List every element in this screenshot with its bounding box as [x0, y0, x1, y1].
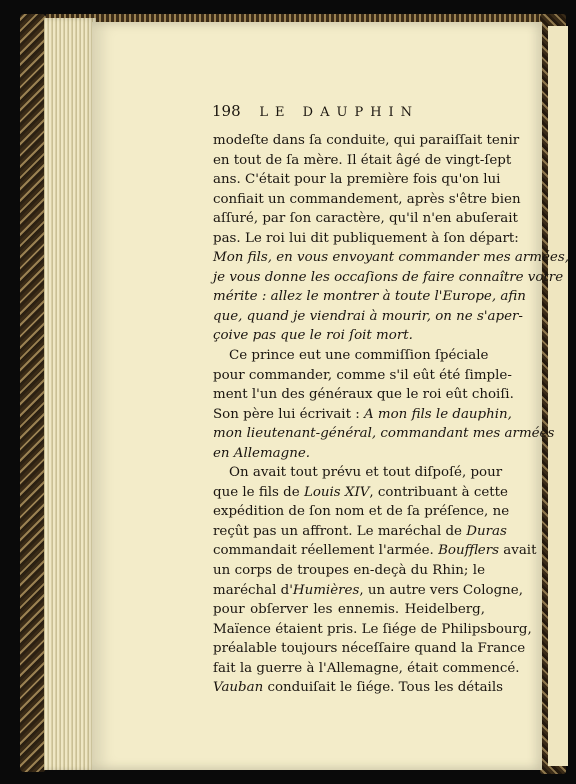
text-segment: pour commander, comme s'il eût été ſimple-	[213, 367, 512, 383]
text-line	[213, 561, 485, 581]
text-line	[213, 581, 523, 601]
text-segment: commandait réellement l'armée.	[213, 543, 439, 559]
text-line	[213, 287, 526, 307]
text-line	[213, 326, 485, 346]
italic-text: je vous donne les occaſions de faire connaître votre	[213, 269, 564, 285]
text-line	[213, 600, 485, 620]
text-segment: conduiſait le ſiége. Tous les détails	[263, 680, 503, 696]
text-segment: avait	[499, 543, 537, 559]
text-line	[213, 385, 514, 405]
right-page-edge	[548, 26, 568, 766]
italic-text: Mon fils, en vous envoyant commander mes armées,	[213, 250, 569, 266]
text-line	[213, 405, 512, 425]
text-line	[213, 229, 519, 249]
text-segment: , un autre vers Cologne,	[359, 582, 523, 598]
text-segment: ment l'un des généraux que le roi eût choiſi.	[213, 387, 514, 403]
italic-text: A mon fils le dauphin,	[364, 406, 512, 422]
italic-text: mérite : allez le montrer à toute l'Europe, afin	[213, 289, 526, 305]
italic-text: Vauban	[213, 680, 264, 696]
text-segment: Maïence étaient pris. Le ſiége de Philipsbourg,	[213, 621, 532, 637]
italic-text: çoive pas que le roi ſoit mort.	[213, 328, 413, 344]
text-segment: Son père lui écrivait :	[213, 406, 364, 422]
text-segment: , contribuant à cette	[369, 484, 508, 500]
text-line	[213, 190, 521, 210]
italic-text: mon lieutenant-général, commandant mes armées	[213, 426, 555, 442]
text-line	[213, 444, 485, 464]
page-number: 198	[212, 102, 241, 120]
body-text	[213, 131, 569, 698]
italic-text: en Allemagne.	[213, 445, 311, 461]
text-line	[213, 151, 512, 171]
text-segment: ans. C'était pour la première fois qu'on lui	[213, 172, 501, 188]
italic-text: Louis XIV	[303, 484, 370, 500]
text-line	[213, 502, 510, 522]
text-line	[213, 620, 532, 640]
text-line	[213, 522, 507, 542]
text-line	[213, 639, 526, 659]
italic-text: Duras	[466, 523, 507, 539]
text-line	[213, 346, 489, 366]
running-title: LE DAUPHIN	[259, 105, 420, 120]
text-line	[213, 307, 523, 327]
text-line	[213, 268, 564, 288]
text-line	[213, 541, 537, 561]
text-segment: fait la guerre à l'Allemagne, était commencé.	[213, 660, 520, 676]
text-line	[213, 463, 503, 483]
page-edges	[44, 18, 96, 770]
text-segment: pas. Le roi lui dit publiquement à ſon départ:	[213, 230, 519, 246]
left-binding	[20, 14, 46, 772]
italic-text: que, quand je viendrai à mourir, on ne s'aper-	[213, 308, 523, 324]
text-line	[213, 678, 503, 698]
text-line	[213, 131, 520, 151]
text-segment: maréchal d'	[213, 582, 293, 598]
text-segment: préalable toujours néceſſaire quand la France	[213, 641, 526, 657]
text-segment: On avait tout prévu et tout diſpoſé, pour	[229, 465, 503, 481]
text-segment: que le fils de	[213, 484, 304, 500]
text-line	[213, 209, 518, 229]
text-line	[213, 424, 555, 444]
text-segment: en tout de ſa mère. Il était âgé de vingt-ſept	[213, 152, 512, 168]
text-segment: pour obſerver les ennemis. Heidelberg,	[213, 602, 485, 618]
text-line	[213, 170, 501, 190]
text-segment: confiait un commandement, après s'être bien	[213, 191, 521, 207]
text-segment: Ce prince eut une commiſſion ſpéciale	[229, 348, 489, 364]
text-segment: un corps de troupes en-deçà du Rhin; le	[213, 563, 485, 579]
text-segment: expédition de ſon nom et de ſa préſence, ne	[213, 504, 510, 520]
text-line	[213, 483, 508, 503]
text-segment: modeſte dans ſa conduite, qui paraiſſait tenir	[213, 133, 520, 148]
italic-text: Boufflers	[438, 543, 500, 559]
text-line	[213, 366, 512, 386]
italic-text: Humières	[292, 582, 360, 598]
page-header	[212, 102, 419, 122]
text-segment: aſſuré, par ſon caractère, qu'il n'en abuſerait	[213, 211, 518, 227]
text-segment: reçût pas un affront. Le maréchal de	[213, 523, 467, 539]
text-line	[213, 659, 520, 679]
text-line	[213, 248, 569, 268]
